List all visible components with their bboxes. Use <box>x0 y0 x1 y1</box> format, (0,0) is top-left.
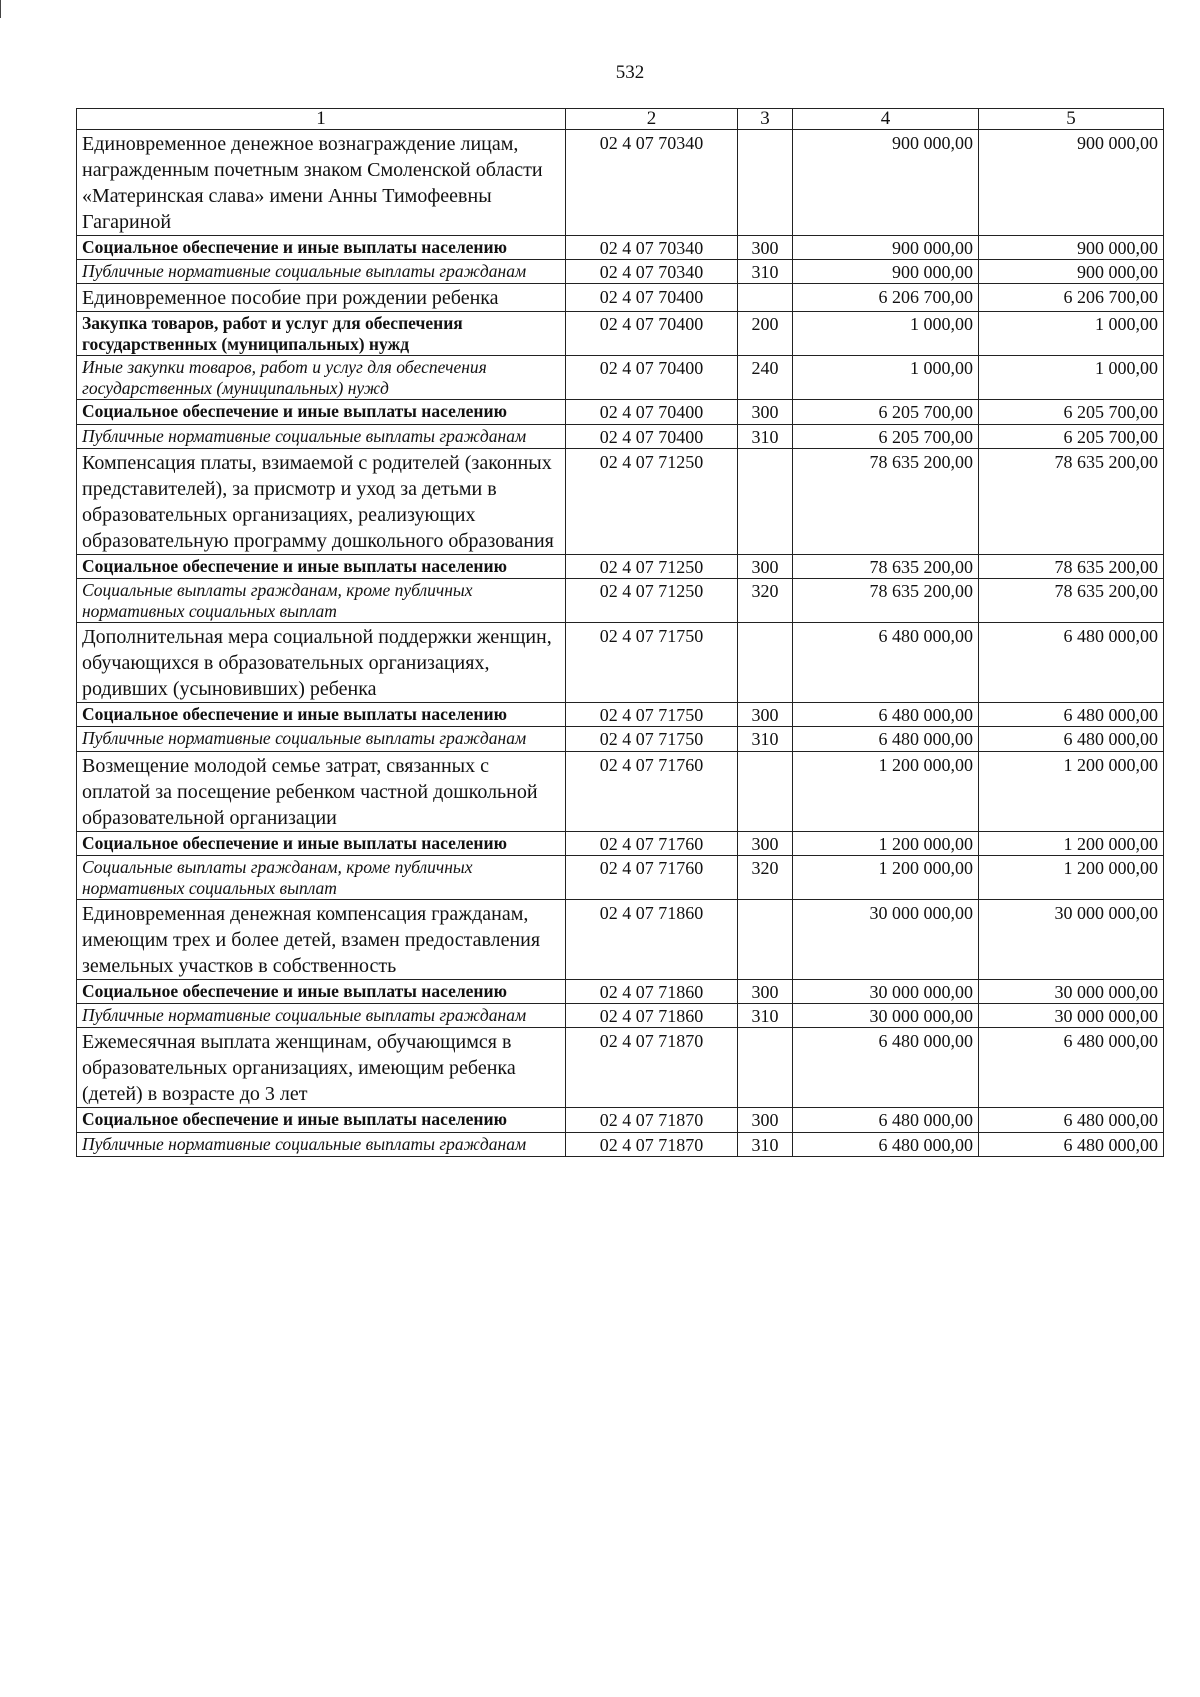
row-name-cell: Компенсация платы, взимаемой с родителей (законных представителей), за присмотр и уход за детьми в образовательных организациях, реализующих образовательную программу дошкольного образования <box>77 448 566 554</box>
table-row <box>77 312 1164 356</box>
target-code-cell: 02 4 07 70400 <box>566 400 738 424</box>
table-row <box>77 1132 1164 1156</box>
amount-year2-cell: 1 000,00 <box>979 312 1164 356</box>
table-row <box>77 855 1164 899</box>
amount-year1-cell: 1 000,00 <box>793 356 979 400</box>
column-header-2: 2 <box>566 109 738 130</box>
table-row <box>77 979 1164 1003</box>
row-name-cell: Социальное обеспечение и иные выплаты населению <box>77 831 566 855</box>
row-name-cell: Возмещение молодой семье затрат, связанных с оплатой за посещение ребенком частной дошкольной образовательной организации <box>77 751 566 831</box>
amount-year2-cell: 6 205 700,00 <box>979 424 1164 448</box>
table-row <box>77 899 1164 979</box>
scan-edge-line <box>0 0 1 18</box>
expense-type-cell: 310 <box>738 727 793 751</box>
table-row <box>77 579 1164 623</box>
row-name-cell: Публичные нормативные социальные выплаты гражданам <box>77 1132 566 1156</box>
amount-year2-cell: 1 200 000,00 <box>979 855 1164 899</box>
amount-year1-cell: 1 000,00 <box>793 312 979 356</box>
amount-year1-cell: 78 635 200,00 <box>793 554 979 578</box>
table-row <box>77 424 1164 448</box>
expense-type-cell <box>738 1028 793 1108</box>
table-row <box>77 400 1164 424</box>
amount-year1-cell: 6 480 000,00 <box>793 1108 979 1132</box>
column-header-3: 3 <box>738 109 793 130</box>
amount-year2-cell: 78 635 200,00 <box>979 448 1164 554</box>
target-code-cell: 02 4 07 71750 <box>566 703 738 727</box>
row-name-cell: Социальные выплаты гражданам, кроме публичных нормативных социальных выплат <box>77 579 566 623</box>
row-name-cell: Социальные выплаты гражданам, кроме публичных нормативных социальных выплат <box>77 855 566 899</box>
row-name-cell: Публичные нормативные социальные выплаты гражданам <box>77 1004 566 1028</box>
row-name-cell: Дополнительная мера социальной поддержки женщин, обучающихся в образовательных организациях, родивших (усыновивших) ребенка <box>77 623 566 703</box>
column-header-5: 5 <box>979 109 1164 130</box>
row-name-cell: Социальное обеспечение и иные выплаты населению <box>77 400 566 424</box>
row-name-cell: Социальное обеспечение и иные выплаты населению <box>77 979 566 1003</box>
expense-type-cell: 320 <box>738 855 793 899</box>
expense-type-cell <box>738 130 793 236</box>
amount-year1-cell: 6 480 000,00 <box>793 1132 979 1156</box>
target-code-cell: 02 4 07 71860 <box>566 1004 738 1028</box>
target-code-cell: 02 4 07 71760 <box>566 751 738 831</box>
row-name-cell: Ежемесячная выплата женщинам, обучающимся в образовательных организациях, имеющим ребенка (детей) в возрасте до 3 лет <box>77 1028 566 1108</box>
amount-year1-cell: 78 635 200,00 <box>793 448 979 554</box>
table-row <box>77 130 1164 236</box>
row-name-cell: Иные закупки товаров, работ и услуг для обеспечения государственных (муниципальных) нужд <box>77 356 566 400</box>
expense-type-cell: 300 <box>738 400 793 424</box>
target-code-cell: 02 4 07 70400 <box>566 284 738 312</box>
amount-year1-cell: 900 000,00 <box>793 236 979 260</box>
expense-type-cell: 300 <box>738 554 793 578</box>
expense-type-cell: 300 <box>738 831 793 855</box>
amount-year2-cell: 6 480 000,00 <box>979 1132 1164 1156</box>
amount-year2-cell: 6 480 000,00 <box>979 703 1164 727</box>
target-code-cell: 02 4 07 71870 <box>566 1132 738 1156</box>
amount-year1-cell: 900 000,00 <box>793 260 979 284</box>
amount-year1-cell: 30 000 000,00 <box>793 979 979 1003</box>
column-header-1: 1 <box>77 109 566 130</box>
amount-year2-cell: 30 000 000,00 <box>979 899 1164 979</box>
row-name-cell: Социальное обеспечение и иные выплаты населению <box>77 554 566 578</box>
expense-type-cell: 240 <box>738 356 793 400</box>
table-row <box>77 236 1164 260</box>
target-code-cell: 02 4 07 71250 <box>566 554 738 578</box>
expense-type-cell <box>738 448 793 554</box>
amount-year1-cell: 6 480 000,00 <box>793 623 979 703</box>
amount-year2-cell: 900 000,00 <box>979 236 1164 260</box>
target-code-cell: 02 4 07 71860 <box>566 899 738 979</box>
expense-type-cell <box>738 284 793 312</box>
row-name-cell: Социальное обеспечение и иные выплаты населению <box>77 1108 566 1132</box>
table-row <box>77 448 1164 554</box>
row-name-cell: Публичные нормативные социальные выплаты гражданам <box>77 424 566 448</box>
expense-type-cell: 200 <box>738 312 793 356</box>
expense-type-cell <box>738 899 793 979</box>
row-name-cell: Единовременное денежное вознаграждение лицам, награжденным почетным знаком Смоленской области «Материнская слава» имени Анны Тимофеевны Гагариной <box>77 130 566 236</box>
target-code-cell: 02 4 07 71250 <box>566 579 738 623</box>
target-code-cell: 02 4 07 71760 <box>566 831 738 855</box>
expense-type-cell: 310 <box>738 1004 793 1028</box>
amount-year1-cell: 30 000 000,00 <box>793 899 979 979</box>
amount-year2-cell: 1 200 000,00 <box>979 751 1164 831</box>
row-name-cell: Закупка товаров, работ и услуг для обеспечения государственных (муниципальных) нужд <box>77 312 566 356</box>
amount-year1-cell: 6 206 700,00 <box>793 284 979 312</box>
amount-year1-cell: 1 200 000,00 <box>793 855 979 899</box>
target-code-cell: 02 4 07 71760 <box>566 855 738 899</box>
target-code-cell: 02 4 07 70340 <box>566 236 738 260</box>
amount-year1-cell: 30 000 000,00 <box>793 1004 979 1028</box>
amount-year2-cell: 1 000,00 <box>979 356 1164 400</box>
table-row <box>77 356 1164 400</box>
expense-type-cell: 310 <box>738 1132 793 1156</box>
page-number: 532 <box>615 62 645 83</box>
amount-year1-cell: 6 480 000,00 <box>793 1028 979 1108</box>
amount-year2-cell: 30 000 000,00 <box>979 979 1164 1003</box>
table-row <box>77 284 1164 312</box>
row-name-cell: Социальное обеспечение и иные выплаты населению <box>77 703 566 727</box>
target-code-cell: 02 4 07 70400 <box>566 356 738 400</box>
row-name-cell: Единовременное пособие при рождении ребенка <box>77 284 566 312</box>
amount-year2-cell: 1 200 000,00 <box>979 831 1164 855</box>
target-code-cell: 02 4 07 70400 <box>566 312 738 356</box>
amount-year1-cell: 6 205 700,00 <box>793 400 979 424</box>
table-row <box>77 623 1164 703</box>
expense-type-cell: 300 <box>738 1108 793 1132</box>
expense-type-cell: 310 <box>738 260 793 284</box>
table-row <box>77 1108 1164 1132</box>
amount-year2-cell: 6 480 000,00 <box>979 1108 1164 1132</box>
table-row <box>77 260 1164 284</box>
expense-type-cell <box>738 623 793 703</box>
amount-year1-cell: 1 200 000,00 <box>793 831 979 855</box>
amount-year2-cell: 900 000,00 <box>979 130 1164 236</box>
amount-year2-cell: 78 635 200,00 <box>979 554 1164 578</box>
expense-type-cell <box>738 751 793 831</box>
amount-year2-cell: 78 635 200,00 <box>979 579 1164 623</box>
table-body <box>77 109 1164 1157</box>
table-row <box>77 727 1164 751</box>
row-name-cell: Социальное обеспечение и иные выплаты населению <box>77 236 566 260</box>
expense-type-cell: 310 <box>738 424 793 448</box>
target-code-cell: 02 4 07 71870 <box>566 1108 738 1132</box>
target-code-cell: 02 4 07 71860 <box>566 979 738 1003</box>
target-code-cell: 02 4 07 70400 <box>566 424 738 448</box>
amount-year1-cell: 78 635 200,00 <box>793 579 979 623</box>
target-code-cell: 02 4 07 70340 <box>566 260 738 284</box>
table-row <box>77 831 1164 855</box>
amount-year1-cell: 6 205 700,00 <box>793 424 979 448</box>
amount-year1-cell: 6 480 000,00 <box>793 703 979 727</box>
amount-year2-cell: 6 480 000,00 <box>979 1028 1164 1108</box>
table-row <box>77 1028 1164 1108</box>
amount-year1-cell: 6 480 000,00 <box>793 727 979 751</box>
table-row <box>77 703 1164 727</box>
budget-table <box>76 108 1164 1157</box>
table-row <box>77 554 1164 578</box>
row-name-cell: Единовременная денежная компенсация гражданам, имеющим трех и более детей, взамен предоставления земельных участков в собственность <box>77 899 566 979</box>
row-name-cell: Публичные нормативные социальные выплаты гражданам <box>77 727 566 751</box>
table-row <box>77 751 1164 831</box>
amount-year2-cell: 30 000 000,00 <box>979 1004 1164 1028</box>
amount-year2-cell: 6 206 700,00 <box>979 284 1164 312</box>
column-header-4: 4 <box>793 109 979 130</box>
amount-year2-cell: 6 205 700,00 <box>979 400 1164 424</box>
target-code-cell: 02 4 07 71750 <box>566 727 738 751</box>
expense-type-cell: 300 <box>738 703 793 727</box>
target-code-cell: 02 4 07 71250 <box>566 448 738 554</box>
amount-year2-cell: 6 480 000,00 <box>979 623 1164 703</box>
expense-type-cell: 300 <box>738 236 793 260</box>
expense-type-cell: 300 <box>738 979 793 1003</box>
amount-year2-cell: 900 000,00 <box>979 260 1164 284</box>
amount-year2-cell: 6 480 000,00 <box>979 727 1164 751</box>
amount-year1-cell: 900 000,00 <box>793 130 979 236</box>
target-code-cell: 02 4 07 70340 <box>566 130 738 236</box>
table-row <box>77 1004 1164 1028</box>
table-header-row <box>77 109 1164 130</box>
target-code-cell: 02 4 07 71750 <box>566 623 738 703</box>
expense-type-cell: 320 <box>738 579 793 623</box>
amount-year1-cell: 1 200 000,00 <box>793 751 979 831</box>
target-code-cell: 02 4 07 71870 <box>566 1028 738 1108</box>
row-name-cell: Публичные нормативные социальные выплаты гражданам <box>77 260 566 284</box>
